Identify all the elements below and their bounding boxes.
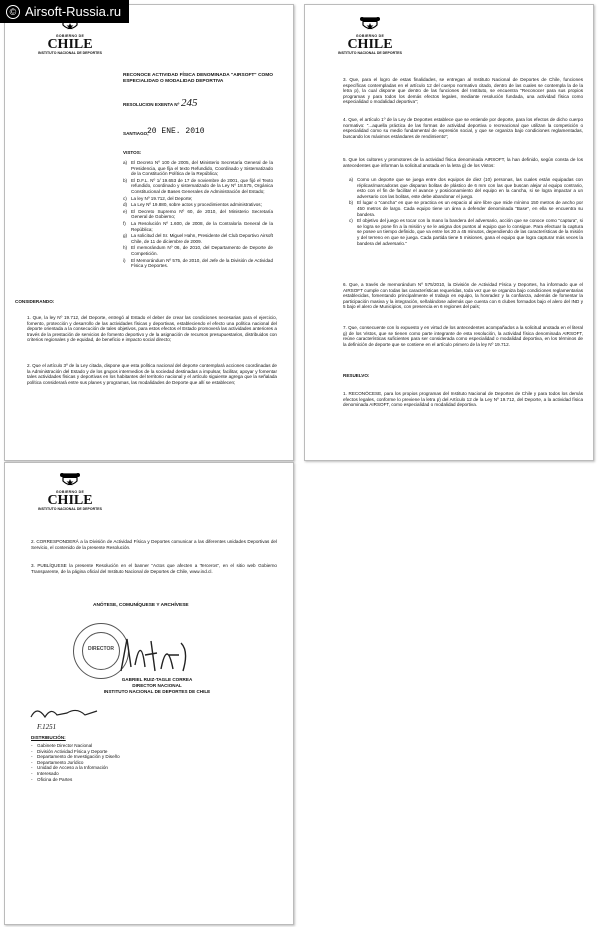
list-item-key: c): [349, 218, 353, 224]
list-item-key: f): [123, 220, 126, 226]
list-item: [123, 209, 273, 220]
list-item-key: b): [123, 177, 128, 183]
signer-role: DIRECTOR NACIONAL: [132, 683, 182, 688]
logo-chile-text: CHILE: [47, 493, 93, 508]
list-item: [123, 245, 273, 256]
considerando-4: 4. Que, el artículo 1º de la Ley de Deportes establece que se entiende por deporte, para los efectos de dicho cuerpo normativo: "...aquella práctica de las formas de actividad deportiva o recreacional que utilizan la competición o especialidad como su medio fundamental de expresión social, y que se organiza bajo condiciones reglamentadas, buscando los máximos estándares de rendimiento";: [343, 117, 583, 139]
considerando-7: 7. Que, consecuente con lo expuesto y en virtud de los antecedentes acompañados a la solicitud anotada en el literal g) de los Vistos, que se tienen como parte integrante de esta resolución, la actividad física denominada AIRSOFT, reúne características suficientes para ser considerada como especialidad o modalidad deportiva, en los términos de la definición de deporte que se contiene en el artículo primero de la ley Nº 19.712.: [343, 325, 583, 347]
list-item: [123, 178, 273, 195]
list-item-text: La solicitud del Sr. Miguel Hahn, Presidente del Club Deportivo Airsoft Chile, de 11 de diciembre de 2009.: [131, 233, 273, 244]
considerando-2: 2. Que el artículo 3º de la Ley citada, dispone que esta política nacional del deporte contemplará acciones coordinadas de la Administración del Estado y de los grupos intermedios de la sociedad destinadas a impulsar, facilitar, apoyar y fomentar tales actividades físicas y deportivas en los habitantes del territorio nacional y el artículo siguiente agrega que la señalada política considerará entre sus planes y programas, las modalidades de Deporte que allí se establecen;: [27, 363, 277, 385]
distribution-item: - Oficina de Partes: [31, 777, 171, 783]
document-title: RECONOCE ACTIVIDAD FÍSICA DENOMINADA "AIRSOFT" COMO ESPECIALIDAD O MODALIDAD DEPORTIVA: [123, 73, 273, 84]
list-item: [123, 196, 273, 202]
list-item-text: El Decreto Nº 100 de 2005, del Ministerio Secretaría General de la Presidencia, que fija el texto Refundido, Coordinado y Sistematizado de la Constitución Política de la República;: [131, 160, 273, 177]
list-item-key: g): [123, 233, 128, 239]
list-item-text: El lugar o "cancha" en que se practica es un espacio al aire libre que mide mínimo 150 metros de ancho por 450 metros de largo. Cada equipo tiene un área a defender denominada "Base", en ella se encuentra su bandera.: [357, 200, 583, 217]
list-item: [123, 233, 273, 244]
list-item: [123, 202, 273, 208]
distribution-item: - Gabinete Director Nacional: [31, 743, 171, 749]
resuelvo-1: 1. RECONÓCESE, para los propios programas del Instituto Nacional de Deportes de Chile y para todos los demás efectos legales, conforme lo previene la letra p) del Artículo 12 de la Ley Nº 19.712, del Deporte, a la actividad física denominada AIRSOFT, como especialidad o modalidad deportiva.: [343, 391, 583, 408]
resuelvo-2: 2. CORRESPONDERÁ a la División de Actividad Física y Deportes comunicar a las diferentes unidades Deportivas del Servicio, el contenido de la presente Resolución.: [31, 539, 277, 550]
considerando-5: 5. Que los cultores y promotores de la actividad física denominada AIRSOFT, la han definido, según consta de los antecedentes que informan la solicitud anotada en la letra g) de los Vistos:: [343, 157, 583, 168]
list-item-text: El memorándum Nº 06, de 2010, del Departamento de Deporte de Competición.: [131, 245, 273, 256]
considerando-1: 1. Que, la ley Nº 19.712, del Deporte, entregó al Estado el deber de crear las condiciones necesarias para el ejercicio, fomento, protección y desarrollo de las actividades físicas y deportivas, estableciendo el efecto una política nacional del deporte orientada a la consecución de tales objetivos, para estos efectos el Estado promoverá las actividades anteriores a través de la prestación de servicios de fomento deportivo y de la asignación de recursos presupuestarios, distribuidos con criterios regionales y de equidad, de beneficio e impacto social directo;: [27, 315, 277, 343]
document-page-2: [304, 4, 594, 461]
logo-institute-text: INSTITUTO NACIONAL DE DEPORTES: [338, 51, 402, 55]
list-item: [123, 258, 273, 269]
list-item-key: b): [349, 200, 354, 206]
initials-reference: F.1251: [37, 723, 57, 731]
date-stamp: 20 ENE. 2010: [147, 127, 205, 136]
resuelvo-heading: RESUELVO:: [343, 373, 370, 378]
distribucion-list: [31, 743, 171, 782]
list-item-text: El D.F.L. Nº 1/ 19.653 de 17 de noviembre de 2001, que fijó el Texto refundido, coordinado y sistematizado de la Ley Nº 18.575, Orgánica Constitucional de Bases Generales de Administración del Estado;: [131, 177, 273, 194]
logo-gobierno-text: GOBIERNO DE: [355, 34, 385, 38]
list-item-key: a): [123, 160, 128, 165]
distribution-item: - Departamento de Investigación y Diseño: [31, 754, 171, 760]
coat-of-arms-icon: [359, 15, 381, 33]
considerando-heading: CONSIDERANDO:: [15, 299, 55, 304]
list-item-text: La Resolución Nº 1.600, de 2008, de la Contraloría General de la República;: [131, 220, 273, 232]
considerando-6: 6. Que, a través de memorándum Nº 575/2010, la División de Actividad Física y Deportes, ha informado que el AIRSOFT cumple con todas las características requeridas, toda vez que se organiza bajo condiciones reglamentarias establecidas, fomentando principalmente el trabajo en equipo, la honradez y la confianza, además de fomentar la participación masiva y la integración, señalándose además que cuenta con 6 clubes formados bajo el alero del IND y 5 bajo el alero de Municipios, con presencia en 6 regiones del país;: [343, 282, 583, 310]
logo-chile-text: CHILE: [47, 37, 93, 52]
logo-gobierno-text: GOBIERNO DE: [55, 34, 85, 38]
list-item-key: c): [123, 195, 127, 201]
logo-institute-text: INSTITUTO NACIONAL DE DEPORTES: [38, 51, 102, 55]
signer-name: GABRIEL RUIZ-TAGLE CORREA: [121, 677, 193, 682]
chile-government-logo: [335, 15, 405, 55]
logo-chile-text: CHILE: [347, 37, 393, 52]
considerando-5-list: [349, 177, 583, 247]
list-item-text: El objetivo del juego es tocar con la mano la bandera del adversario, acción que se conoce como "captura", si se logra se pone fin a la misión y se le asigna dos puntos al equipo que lo consigue. Para efectuar la captura se posee un tiempo definido, que va entre los 20 a 45 minutos, dependiendo de las características de la misión y del terreno en que se juega. Cada partida tiene 5 misiones, gana el equipo que logra capturar más veces la bandera del adversario.": [357, 218, 583, 246]
logo-gobierno-text: GOBIERNO DE: [55, 490, 85, 494]
resolution-label: RESOLUCION EXENTA Nº: [123, 102, 180, 107]
anotese-line: ANÓTESE, COMUNÍQUESE Y ARCHÍVESE: [93, 603, 189, 608]
director-signature: [117, 631, 197, 679]
list-item: [123, 221, 273, 232]
distribution-item: - División Actividad Física y Deporte: [31, 749, 171, 755]
copyright-icon: ©: [6, 5, 20, 19]
document-page-3: [4, 462, 294, 925]
list-item-key: e): [123, 208, 128, 214]
list-item-key: i): [123, 257, 126, 263]
watermark-text: Airsoft-Russia.ru: [25, 4, 122, 19]
list-item-text: La ley Nº 19.712, del Deporte;: [131, 195, 193, 201]
list-item-text: El Decreto Supremo Nº 60, de 2010, del Ministerio Secretaría General de Gobierno;: [131, 208, 273, 220]
list-item: [349, 200, 583, 217]
list-item-text: La Ley Nº 19.880, sobre actos y procedimientos administrativos;: [131, 202, 262, 208]
chile-government-logo: [35, 471, 105, 511]
initials-signature: [27, 703, 107, 723]
logo-institute-text: INSTITUTO NACIONAL DE DEPORTES: [38, 507, 102, 511]
vistos-heading: VISTOS:: [123, 150, 142, 155]
distribution-item: - Unidad de Acceso a la Información: [31, 765, 171, 771]
list-item-text: Como un deporte que se juega entre dos equipos de diez (10) personas, las cuales están equipadas con réplicas/marcadoras que disparan bolitas de plástico de 6 mm con las que buscan alejar al equipo contrario, esto con el fin de facilitar el avance y posicionamiento del equipo en la cancha, si se logra impactar a un adversario con las bolitas, este debe abandonar el juego.: [357, 177, 583, 199]
document-page-1: [4, 4, 294, 461]
seal-text: DIRECTOR: [87, 646, 115, 652]
resolution-number: 245: [181, 97, 198, 109]
list-item-key: a): [349, 177, 354, 182]
list-item-key: d): [123, 202, 128, 208]
resuelvo-3: 3. PUBLÍQUESE la presente Resolución en el banner "Actos que afecten a Terceros", en el sitio web Gobierno Transparente, de la página oficial del Instituto Nacional de Deportes de Chile, www.ind.cl.: [31, 563, 277, 574]
site-watermark: [0, 0, 129, 23]
considerando-3: 3. Que, para el logro de estas finalidades, se entregan al Instituto Nacional de Deportes de Chile, funciones específicas contempladas en el artículo 12 del cuerpo normativo citado, dentro de las cuales se contempla la de la letra p), la cual dispone que dentro de las funciones del Instituto, se encuentra "Reconocer para sus propios programas y para todos los demás efectos legales, mediante resolución fundada, una actividad física como especialidad o modalidad deportiva";: [343, 77, 583, 105]
list-item: [349, 177, 583, 199]
distribucion-heading: DISTRIBUCIÓN:: [31, 735, 66, 740]
list-item: [349, 218, 583, 246]
santiago-label: SANTIAGO,: [123, 131, 149, 136]
signer-institute: INSTITUTO NACIONAL DE DEPORTES DE CHILE: [103, 689, 211, 694]
list-item-text: El Memorándum Nº 575, de 2010, del Jefe de la División de Actividad Física y Deportes.: [131, 257, 273, 269]
distribution-item: - Interesado: [31, 771, 171, 777]
vistos-list: [123, 160, 273, 270]
list-item: [123, 160, 273, 177]
coat-of-arms-icon: [59, 471, 81, 489]
list-item-key: h): [123, 245, 128, 251]
distribution-item: - Departamento Jurídico: [31, 760, 171, 766]
